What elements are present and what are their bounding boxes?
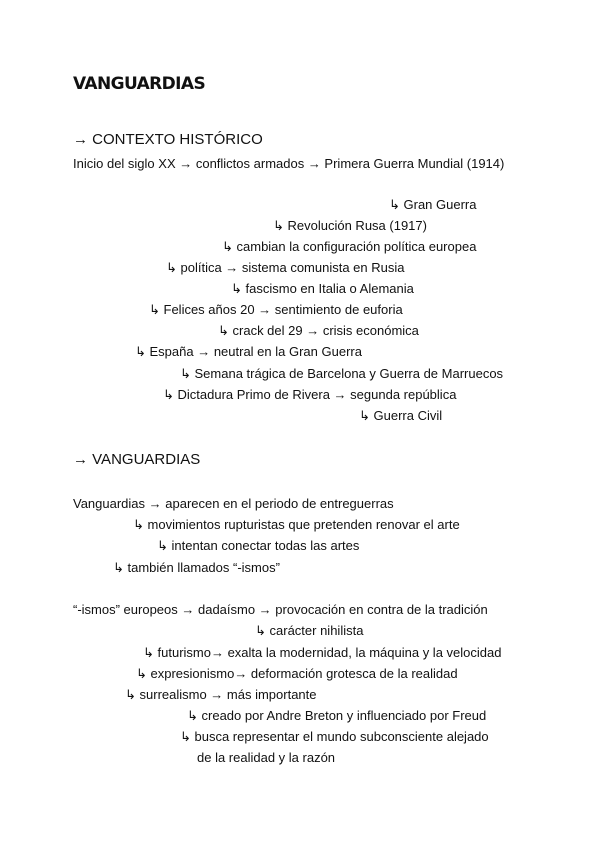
ismos-line: ↳ futurismo→ exalta la modernidad, la máquina y la velocidad (143, 645, 502, 660)
contexto-line: ↳ Dictadura Primo de Rivera → segunda república (163, 387, 457, 402)
contexto-intro-paragraph: Inicio del siglo XX → conflictos armados → Primera Guerra Mundial (1914) (73, 156, 505, 171)
contexto-line: ↳ Gran Guerra (389, 197, 477, 212)
contexto-line: ↳ España → neutral en la Gran Guerra (135, 344, 362, 359)
ismos-line: ↳ surrealismo → más importante (125, 687, 317, 702)
section-heading-vanguardias: → VANGUARDIAS (73, 451, 201, 468)
contexto-line: ↳ fascismo en Italia o Alemania (231, 281, 414, 296)
contexto-line: ↳ Guerra Civil (359, 408, 443, 423)
vanguardias-line: ↳ movimientos rupturistas que pretenden renovar el arte (133, 517, 460, 532)
contexto-line: ↳ Revolución Rusa (1917) (273, 218, 427, 233)
contexto-line: ↳ Felices años 20 → sentimiento de euforia (149, 302, 403, 317)
ismos-line: “-ismos” europeos → dadaísmo → provocación en contra de la tradición (73, 602, 488, 617)
ismos-line: de la realidad y la razón (197, 750, 336, 765)
vanguardias-line: ↳ también llamados “-ismos” (113, 560, 280, 575)
contexto-line: ↳ Semana trágica de Barcelona y Guerra de Marruecos (180, 366, 504, 381)
contexto-line: ↳ crack del 29 → crisis económica (218, 323, 419, 338)
document-title: VANGUARDIAS (73, 74, 206, 94)
ismos-line: ↳ carácter nihilista (255, 623, 364, 638)
contexto-line: ↳ cambian la configuración política europea (222, 239, 477, 254)
section-heading-contexto: → CONTEXTO HISTÓRICO (73, 131, 263, 148)
vanguardias-line: ↳ intentan conectar todas las artes (157, 538, 360, 553)
vanguardias-line: Vanguardias → aparecen en el periodo de entreguerras (73, 496, 394, 511)
ismos-line: ↳ expresionismo→ deformación grotesca de la realidad (136, 666, 458, 681)
ismos-line: ↳ busca representar el mundo subconsciente alejado (180, 729, 489, 744)
contexto-line: ↳ política → sistema comunista en Rusia (166, 260, 405, 275)
ismos-line: ↳ creado por Andre Breton y influenciado por Freud (187, 708, 487, 723)
